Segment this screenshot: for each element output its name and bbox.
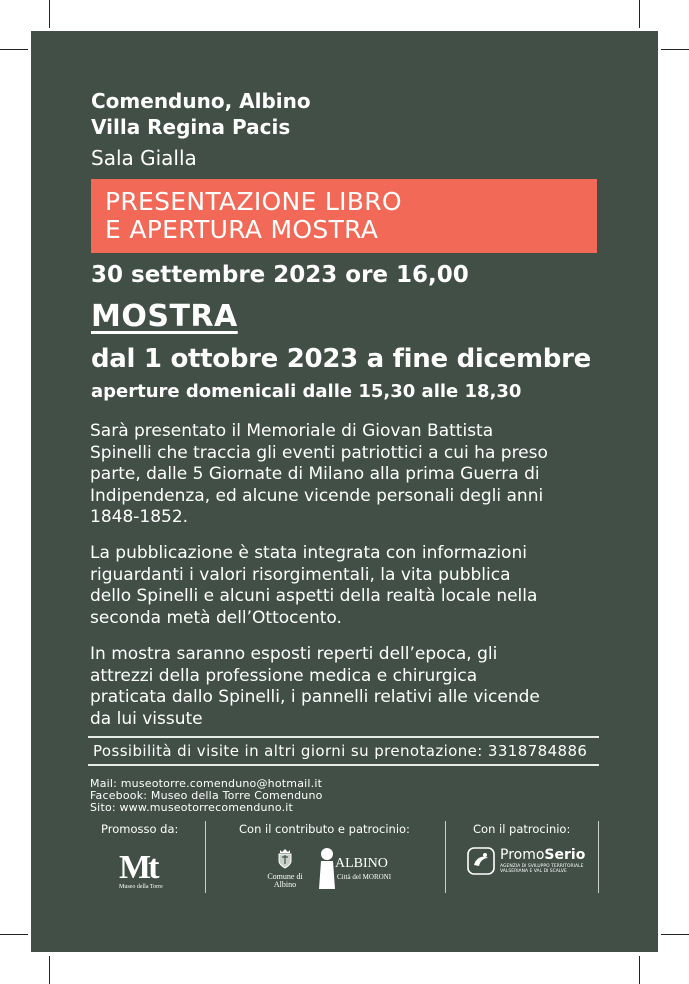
divider (88, 764, 599, 766)
exhibition-heading: MOSTRA (91, 299, 238, 334)
title-banner (91, 179, 597, 253)
promoserio-tag-2: VALSERIANA E VAL DI SCALVE (500, 869, 567, 874)
location-line-1: Comenduno, Albino (91, 89, 311, 113)
crop-mark (639, 956, 640, 984)
paragraph-line: riguardanti i valori risorgimentali, la vita pubblica (90, 564, 511, 585)
museo-logo-caption: Museo della Torre (119, 884, 163, 890)
exhibition-hours: aperture domenicali dalle 15,30 alle 18,30 (91, 381, 522, 402)
promoted-by-title: Promosso da: (101, 822, 179, 836)
contact-facebook: Facebook: Museo della Torre Comenduno (90, 789, 323, 802)
column-separator (205, 821, 206, 893)
albino-logo-name: ALBINO (335, 856, 388, 871)
paragraph-3 (90, 644, 610, 730)
promoserio-name-b: Serio (544, 847, 586, 863)
contribution-title: Con il contributo e patrocinio: (239, 822, 410, 836)
albino-logo-tagline: Città del MORONI (337, 873, 392, 881)
exhibition-range: dal 1 ottobre 2023 a fine dicembre (91, 344, 591, 374)
paragraph-1 (90, 421, 610, 529)
promoserio-name (500, 847, 585, 863)
divider (88, 736, 599, 738)
paragraph-line: La pubblicazione è stata integrata con informazioni (90, 543, 527, 563)
contact-mail: Mail: museotorre.comenduno@hotmail.it (90, 777, 323, 790)
comune-label-2: Albino (273, 880, 297, 889)
crest-icon (277, 849, 293, 869)
museo-logo-mark: Mt (119, 849, 157, 886)
paragraph-line: dello Spinelli e alcuni aspetti della realtà locale nella (90, 586, 538, 606)
albino-city-logo (317, 847, 397, 893)
event-date: 30 settembre 2023 ore 16,00 (91, 262, 469, 288)
paragraph-line: In mostra saranno esposti reperti dell’epoca, gli (90, 644, 498, 664)
column-separator (445, 821, 446, 893)
location-line-2: Villa Regina Pacis (91, 115, 291, 139)
location-line-3: Sala Gialla (91, 146, 197, 170)
contact-site: Sito: www.museotorrecomenduno.it (90, 801, 294, 814)
paragraph-line: da lui vissute (90, 708, 203, 729)
crop-mark (639, 0, 640, 28)
flyer (31, 31, 658, 952)
promoserio-name-a: Promo (500, 847, 545, 863)
booking-info: Possibilità di visite in altri giorni su prenotazione: 3318784886 (93, 742, 588, 760)
paragraph-line: 1848-1852. (90, 507, 189, 527)
promoserio-tag-1: AGENZIA DI SVILUPPO TERRITORIALE (500, 864, 584, 869)
crop-mark (0, 49, 28, 50)
crop-mark (661, 49, 689, 50)
paragraph-line: parte, dalle 5 Giornate di Milano alla prima Guerra di (90, 464, 540, 484)
crop-mark (49, 0, 50, 28)
banner-line-2: E APERTURA MOSTRA (105, 215, 379, 244)
paragraph-line: seconda metà dell’Ottocento. (90, 607, 342, 628)
paragraph-line: praticata dallo Spinelli, i pannelli relativi alle vicende (90, 687, 540, 707)
banner-line-1: PRESENTAZIONE LIBRO (105, 187, 402, 216)
paragraph-line: attrezzi della professione medica e chirurgica (90, 665, 478, 686)
museo-della-torre-logo (117, 851, 179, 893)
paragraph-line: Spinelli che traccia gli eventi patriottici a cui ha preso (90, 442, 548, 463)
paragraph-2 (90, 543, 610, 629)
column-separator (598, 821, 599, 893)
comune-albino-logo (267, 849, 303, 897)
crop-mark (0, 934, 28, 935)
crop-mark (49, 956, 50, 984)
promoserio-logo (467, 847, 593, 877)
patronage-title: Con il patrocinio: (473, 822, 571, 836)
paragraph-line: Indipendenza, ed alcune vicende personali degli anni (90, 485, 544, 506)
crop-mark (661, 934, 689, 935)
paragraph-line: Sarà presentato il Memoriale di Giovan Battista (90, 421, 494, 441)
figure-icon (317, 847, 337, 891)
comune-label-1: Comune di (267, 872, 303, 881)
promoserio-icon (467, 847, 495, 875)
